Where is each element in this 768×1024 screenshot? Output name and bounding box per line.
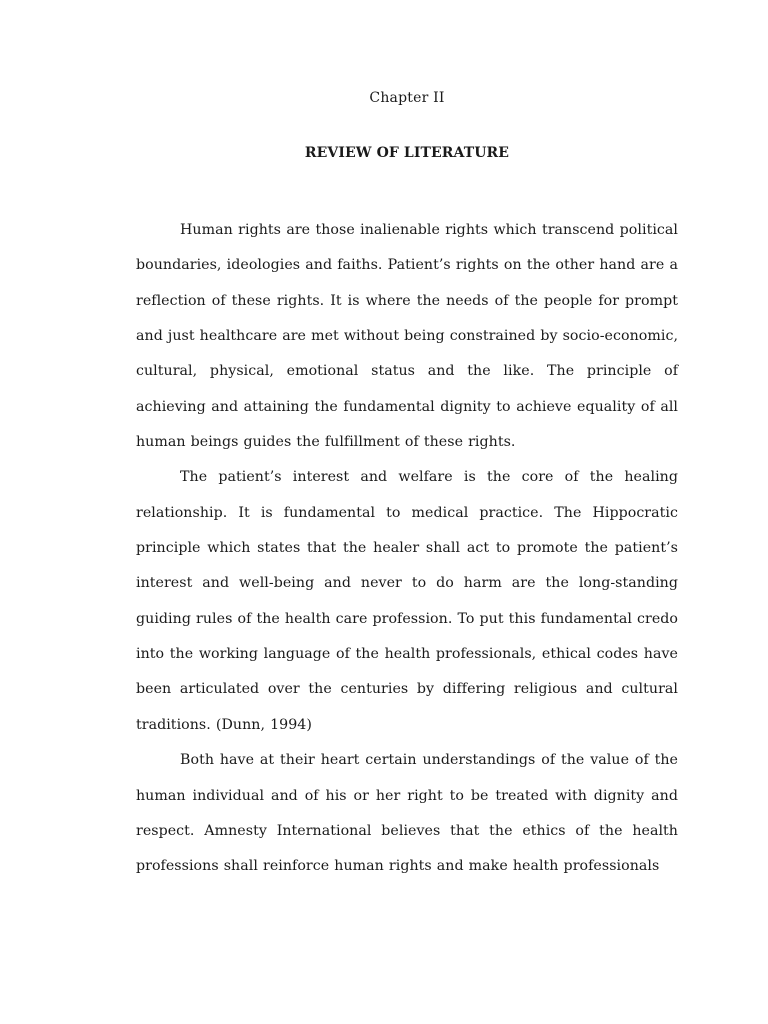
paragraph-individual-dignity: Both have at their heart certain understandings of the value of the human individual and of his or her right to be treated with dignity and respect. Amnesty International believes that the ethics of the health professions shall reinforce human rights and make health professionals	[136, 752, 678, 875]
paragraph-human-rights: Human rights are those inalienable rights which transcend political boundaries, ideologies and faiths. Patient’s rights on the other hand are a reflection of these rights. It is where the needs of the people for prompt and just healthcare are met without being constrained by socio-economic, cultural, physical, emotional status and the like. The principle of achieving and attaining the fundamental dignity to achieve equality of all human beings guides the fulfillment of these rights.	[136, 222, 678, 451]
chapter-title: REVIEW OF LITERATURE	[304, 145, 510, 161]
paragraph-patient-interest: The patient’s interest and welfare is the core of the healing relationship. It is fundamental to medical practice. The Hippocratic principle which states that the healer shall act to promote the patient’s interest and well-being and never to do harm are the long-standing guiding rules of the health care profession. To put this fundamental credo into the working language of the health professionals, ethical codes have been articulated over the centuries by differing religious and cultural traditions. (Dunn, 1994)	[136, 469, 678, 733]
body-text	[136, 213, 678, 885]
chapter-label: Chapter II	[369, 90, 445, 106]
